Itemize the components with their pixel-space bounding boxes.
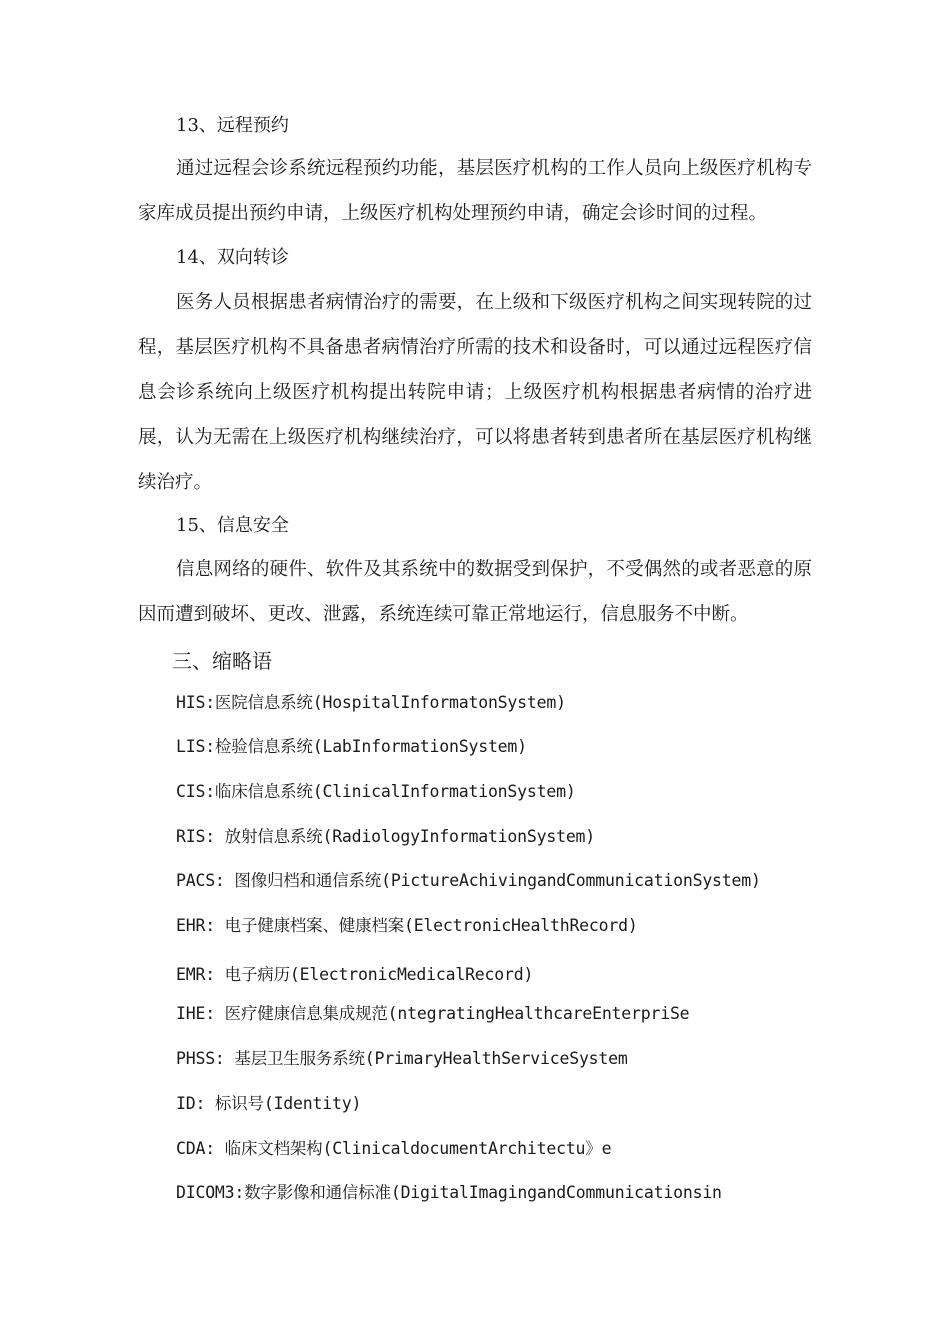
abbreviation-item-lis: LIS:检验信息系统(LabInformationSystem) [176,737,527,756]
abbreviation-item-cis: CIS:临床信息系统(ClinicalInformationSystem) [176,782,576,801]
abbreviation-item-phss: PHSS: 基层卫生服务系统(PrimaryHealthServiceSystem [176,1049,628,1068]
section-heading-info-security: 15、信息安全 [176,515,289,536]
abbreviation-item-pacs: PACS: 图像归档和通信系统(PictureAchivingandCommunicationSystem) [176,871,761,890]
abbreviation-item-emr: EMR: 电子病历(ElectronicMedicalRecord) [176,965,534,984]
abbreviation-item-cda: CDA: 临床文档架构(ClinicaldocumentArchitectu》e [176,1139,612,1158]
section-heading-referral: 14、双向转诊 [176,247,289,268]
abbreviation-item-his: HIS:医院信息系统(HospitalInformatonSystem) [176,693,566,712]
abbreviation-item-ris: RIS: 放射信息系统(RadiologyInformationSystem) [176,827,596,846]
abbreviation-item-id: ID: 标识号(Identity) [176,1094,362,1113]
abbreviation-item-ihe: IHE: 医疗健康信息集成规范(ntegratingHealthcareEnterpriSe [176,1004,690,1023]
section-paragraph-referral: 医务人员根据患者病情治疗的需要，在上级和下级医疗机构之间实现转院的过程，基层医疗机构不具备患者病情治疗所需的技术和设备时，可以通过远程医疗信息会诊系统向上级医疗机构提出转院申请；上级医疗机构根据患者病情的治疗进展，认为无需在上级医疗机构继续治疗，可以将患者转到患者所在基层医疗机构继续治疗。 [138,292,812,493]
section-paragraph-info-security: 信息网络的硬件、软件及其系统中的数据受到保护，不受偶然的或者恶意的原因而遭到破坏、更改、泄露，系统连续可靠正常地运行，信息服务不中断。 [138,559,812,625]
section-paragraph-remote-appointment: 通过远程会诊系统远程预约功能，基层医疗机构的工作人员向上级医疗机构专家库成员提出预约申请，上级医疗机构处理预约申请，确定会诊时间的过程。 [138,158,812,224]
section-heading-remote-appointment: 13、远程预约 [176,115,289,136]
abbreviation-item-ehr: EHR: 电子健康档案、健康档案(ElectronicHealthRecord) [176,916,638,935]
abbreviations-title: 三、缩略语 [172,649,272,673]
abbreviation-item-dicom3: DICOM3:数字影像和通信标准(DigitalImagingandCommunicationsin [176,1183,722,1202]
